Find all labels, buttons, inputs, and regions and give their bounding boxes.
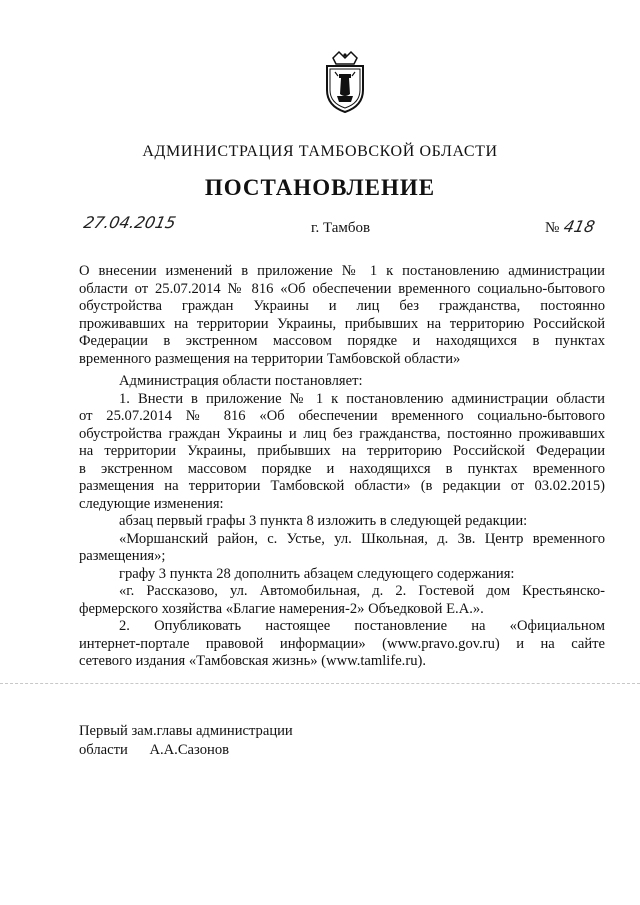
document-city: г. Тамбов <box>311 220 371 236</box>
body-line: «Моршанский район, с. Устье, ул. Школьная, д. 3в. Центр временного <box>119 530 605 547</box>
title-line: временного размещения на территории Тамбовской области» <box>79 350 461 367</box>
body-line: фермерского хозяйства «Благие намерения-2» Объедковой Е.А.». <box>79 600 484 617</box>
title-line: Федерации в экстренном массовом порядке и находящихся в пунктах <box>79 333 605 349</box>
body-line: размещения»; <box>79 548 166 564</box>
document-number-sign: № <box>545 220 560 236</box>
document-type: ПОСТАНОВЛЕНИЕ <box>204 175 436 200</box>
body-line: абзац первый графы 3 пункта 8 изложить в следующей редакции: <box>119 513 528 529</box>
body-line: 2. Опубликовать настоящее постановление на «Официальном <box>119 618 605 634</box>
organization-name: АДМИНИСТРАЦИЯ ТАМБОВСКОЙ ОБЛАСТИ <box>142 143 498 160</box>
signer-position: Первый зам.главы администрации <box>79 723 293 739</box>
handwritten-number: 418 <box>561 217 597 236</box>
scan-divider <box>0 683 640 685</box>
body-line: от 25.07.2014 № 816 «Об обеспечении временного социально-бытового <box>79 408 605 424</box>
title-line: О внесении изменений в приложение № 1 к постановлению администрации <box>79 263 605 279</box>
title-line: обустройства граждан Украины и лиц без гражданства, постоянно <box>79 298 605 314</box>
document-title <box>79 263 605 368</box>
body-line: на территории Украины, прибывших на территорию Российской Федерации <box>79 443 605 459</box>
body-line: 1. Внести в приложение № 1 к постановлению администрации области <box>119 390 605 407</box>
document-body <box>79 373 605 671</box>
body-line: обустройства граждан Украины и лиц без гражданства, постоянно проживавших <box>79 425 605 442</box>
body-line: сетевого издания «Тамбовская жизнь» (www.tamlife.ru). <box>79 653 426 669</box>
signer-name: А.А.Сазонов <box>149 742 230 758</box>
title-line: проживавших на территории Украины, прибывших на территорию Российской <box>79 315 605 332</box>
signer-position-cont: области <box>79 742 128 758</box>
handwritten-date: 27.04.2015 <box>81 213 178 232</box>
body-line: графу 3 пункта 28 дополнить абзацем следующего содержания: <box>119 565 515 582</box>
coat-of-arms-icon <box>323 50 367 114</box>
body-line: интернет-портале правовой информации» (www.pravo.gov.ru) и на сайте <box>79 635 605 652</box>
body-line: следующие изменения: <box>79 495 224 512</box>
signature-block <box>79 722 293 760</box>
body-line: размещения на территории Тамбовской области» (в редакции от 03.02.2015) <box>79 478 605 494</box>
body-line: Администрация области постановляет: <box>119 373 363 389</box>
body-line: в экстренном массовом порядке и находящихся в пунктах временного <box>79 460 605 477</box>
body-line: «г. Рассказово, ул. Автомобильная, д. 2. Гостевой дом Крестьянско- <box>119 583 605 599</box>
title-line: области от 25.07.2014 № 816 «Об обеспечении временного социально-бытового <box>79 280 605 297</box>
